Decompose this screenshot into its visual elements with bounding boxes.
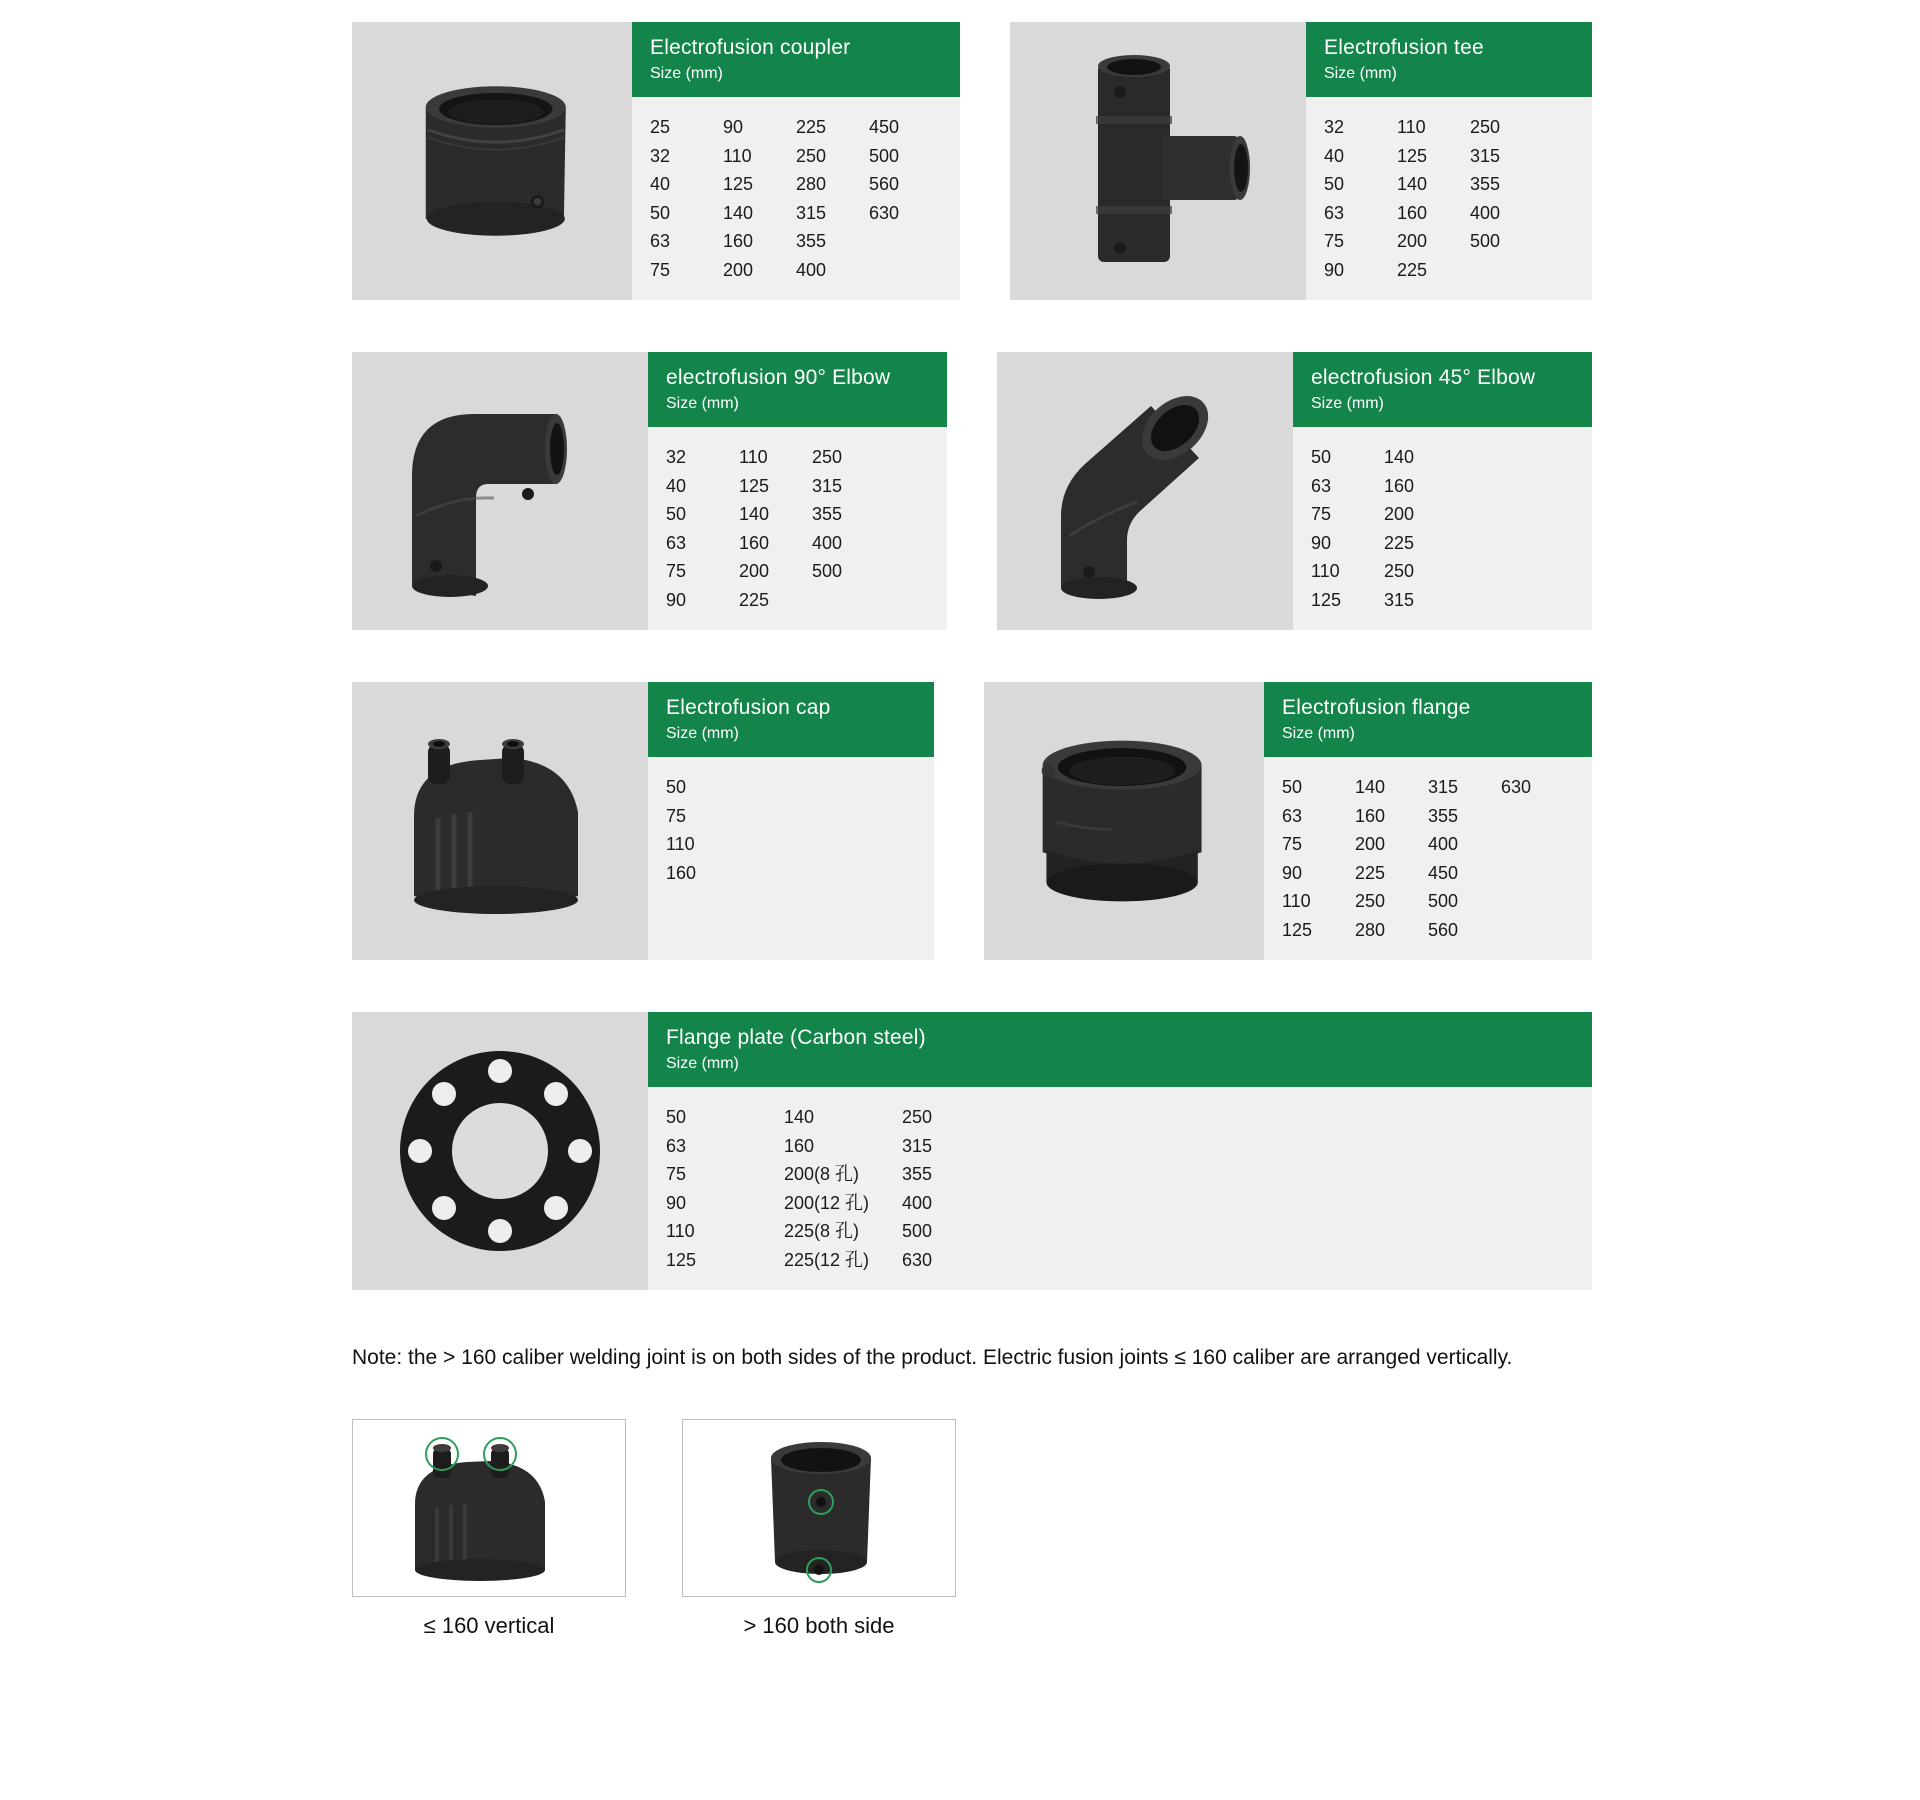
card-header: [1306, 22, 1592, 97]
size-cell: 90: [1324, 259, 1345, 280]
table-row: [650, 113, 942, 142]
product-title: Electrofusion tee: [1324, 36, 1484, 59]
size-cell: 160: [1384, 475, 1415, 496]
table-row: [666, 472, 929, 501]
table-row: [666, 773, 916, 802]
size-cell: 50: [1311, 447, 1332, 467]
cap-vertical-terminals-photo: [352, 1419, 626, 1597]
size-cell: 280: [1355, 919, 1386, 940]
size-cell: 200: [723, 259, 754, 280]
size-cell: 75: [666, 805, 687, 826]
size-cell: [1501, 859, 1574, 888]
size-cell: [1501, 887, 1574, 916]
product-title: electrofusion 45° Elbow: [1311, 366, 1536, 389]
size-cell: 200: [1397, 231, 1428, 251]
size-cell: 315: [1470, 145, 1501, 166]
flange-illustration: [984, 696, 1264, 946]
size-table: [1264, 757, 1592, 960]
size-cell: 140: [1384, 447, 1415, 467]
coupler-both-side-terminals-photo: [682, 1419, 956, 1597]
electrofusion-tee-photo: [1010, 22, 1306, 300]
product-title: Flange plate (Carbon steel): [666, 1026, 926, 1049]
size-cell: 225: [1355, 862, 1386, 883]
size-table: [632, 97, 960, 300]
table-row: [1324, 170, 1574, 199]
size-cell: 315: [796, 202, 827, 223]
table-row: [666, 529, 929, 558]
size-cell: 315: [1428, 777, 1459, 797]
table-row: [1311, 443, 1574, 472]
product-grid: [352, 22, 1592, 1290]
size-cell: 450: [869, 117, 900, 137]
card-header: [648, 352, 947, 427]
product-title: Electrofusion coupler: [650, 36, 851, 59]
size-cell: 355: [1470, 174, 1501, 194]
product-card-electrofusion-coupler: [352, 22, 960, 300]
size-cell: 400: [902, 1192, 933, 1213]
size-cell: [1501, 830, 1574, 859]
size-cell: 200: [739, 561, 770, 581]
size-cell: [1501, 802, 1574, 831]
size-cell: 500: [1428, 891, 1459, 911]
table-row: [666, 500, 929, 529]
size-table: [1293, 427, 1592, 630]
product-subtitle: Size (mm): [650, 65, 723, 82]
size-cell: 160: [1397, 202, 1428, 223]
product-subtitle: Size (mm): [666, 725, 739, 742]
size-cell: 125: [739, 475, 770, 496]
table-row: [1311, 529, 1574, 558]
card-header: [648, 682, 934, 757]
table-row: [666, 443, 929, 472]
size-table: [648, 757, 934, 960]
size-cell: 63: [1311, 475, 1332, 496]
size-cell: 140: [723, 202, 754, 223]
size-cell: 225(12 孔): [784, 1249, 870, 1270]
size-cell: 560: [1428, 919, 1459, 940]
size-cell: 355: [796, 231, 827, 251]
table-row: [650, 142, 942, 171]
size-cell: 90: [1311, 532, 1332, 553]
size-cell: 125: [666, 1249, 697, 1270]
size-cell: 125: [1311, 589, 1342, 610]
note-text: Note: the > 160 caliber welding joint is on both sides of the product. Electric fusion joints ≤ 160 caliber are arranged vertically.: [352, 1346, 1513, 1369]
card-body: [1264, 682, 1592, 960]
size-cell: 140: [784, 1107, 815, 1127]
product-subtitle: Size (mm): [1324, 65, 1397, 82]
table-row: [666, 557, 929, 586]
table-row: [1282, 773, 1574, 802]
size-cell: 160: [739, 532, 770, 553]
size-cell: 500: [902, 1221, 933, 1241]
size-cell: 140: [1355, 777, 1386, 797]
size-cell: 110: [1397, 117, 1426, 137]
size-cell: 225: [739, 589, 770, 610]
size-cell: 75: [666, 1164, 687, 1184]
table-row: [666, 1132, 1574, 1161]
size-cell: 315: [812, 475, 843, 496]
card-body: [648, 682, 934, 960]
size-cell: 75: [1282, 834, 1303, 854]
coupler-both-side-illustration: [683, 1420, 955, 1596]
size-cell: 75: [1311, 504, 1332, 524]
product-title: Electrofusion cap: [666, 696, 831, 719]
example-both-side: [682, 1419, 956, 1641]
table-row: [1282, 802, 1574, 831]
size-cell: 110: [1282, 891, 1311, 911]
card-body: [632, 22, 960, 300]
size-cell: 110: [666, 834, 695, 854]
card-header: [632, 22, 960, 97]
table-row: [1324, 113, 1574, 142]
table-row: [1311, 557, 1574, 586]
product-row: [352, 352, 1592, 630]
size-cell: 355: [902, 1164, 933, 1184]
size-cell: 250: [796, 145, 827, 166]
size-cell: 315: [1384, 589, 1415, 610]
electrofusion-coupler-photo: [352, 22, 632, 300]
product-subtitle: Size (mm): [666, 1055, 739, 1072]
size-cell: 500: [869, 145, 900, 166]
size-cell: 40: [666, 475, 687, 496]
size-cell: 90: [666, 1192, 687, 1213]
card-body: [648, 1012, 1592, 1290]
size-cell: 200: [1355, 834, 1386, 854]
size-cell: 125: [723, 174, 754, 194]
electrofusion-cap-photo: [352, 682, 648, 960]
table-row: [650, 170, 942, 199]
table-row: [666, 1160, 1574, 1189]
example-images: [352, 1419, 1920, 1641]
table-row: [666, 859, 916, 888]
size-cell: 560: [869, 174, 900, 194]
tee-illustration: [1010, 36, 1306, 286]
example-caption: > 160 both side: [743, 1613, 895, 1638]
size-cell: 630: [902, 1249, 933, 1270]
size-cell: 32: [650, 145, 671, 166]
product-card-electrofusion-90-elbow: [352, 352, 947, 630]
product-subtitle: Size (mm): [666, 395, 739, 412]
table-row: [650, 199, 942, 228]
table-row: [666, 1103, 1574, 1132]
cap-illustration: [352, 696, 648, 946]
size-cell: 75: [650, 259, 671, 280]
card-header: [1293, 352, 1592, 427]
size-cell: 63: [650, 231, 671, 251]
table-row: [1311, 500, 1574, 529]
coupler-illustration: [352, 36, 632, 286]
size-cell: 140: [1397, 174, 1428, 194]
size-cell: 160: [784, 1135, 815, 1156]
size-cell: 75: [1324, 231, 1345, 251]
size-cell: 225: [1384, 532, 1415, 553]
table-row: [1324, 227, 1574, 256]
table-row: [666, 586, 929, 615]
electrofusion-45-elbow-photo: [997, 352, 1293, 630]
size-cell: 125: [1397, 145, 1428, 166]
size-cell: 125: [1282, 919, 1313, 940]
size-cell: 110: [723, 145, 752, 166]
size-cell: 225(8 孔): [784, 1221, 860, 1241]
size-cell: 400: [1428, 834, 1459, 854]
table-row: [666, 802, 916, 831]
size-table: [648, 427, 947, 630]
table-row: [650, 227, 942, 256]
product-subtitle: Size (mm): [1311, 395, 1384, 412]
size-cell: 250: [902, 1107, 933, 1127]
size-table: [1306, 97, 1592, 300]
size-cell: 200(12 孔): [784, 1192, 870, 1213]
size-cell: 500: [812, 561, 843, 581]
table-row: [666, 1246, 1574, 1275]
size-cell: 160: [666, 862, 697, 883]
size-cell: 40: [650, 174, 671, 194]
card-body: [648, 352, 947, 630]
table-row: [1311, 586, 1574, 615]
size-cell: 450: [1428, 862, 1459, 883]
size-cell: 50: [1324, 174, 1345, 194]
size-cell: 50: [666, 1107, 687, 1127]
elbow-45-illustration: [997, 366, 1293, 616]
product-card-electrofusion-flange: [984, 682, 1592, 960]
electrofusion-flange-photo: [984, 682, 1264, 960]
cap-vertical-illustration: [353, 1420, 625, 1596]
product-row: [352, 22, 1592, 300]
size-cell: 110: [666, 1221, 695, 1241]
product-row: [352, 1012, 1592, 1290]
size-cell: 160: [1355, 805, 1386, 826]
size-cell: 355: [812, 504, 843, 524]
size-cell: 50: [650, 202, 671, 223]
size-cell: 90: [723, 117, 744, 137]
card-body: [1293, 352, 1592, 630]
table-row: [1282, 916, 1574, 945]
flange-plate-photo: [352, 1012, 648, 1290]
size-cell: 32: [1324, 117, 1345, 137]
size-cell: 50: [666, 504, 687, 524]
table-row: [1324, 142, 1574, 171]
size-cell: 32: [666, 447, 687, 467]
table-row: [1324, 199, 1574, 228]
size-cell: 75: [666, 561, 687, 581]
size-cell: 400: [812, 532, 843, 553]
card-header: [648, 1012, 1592, 1087]
size-cell: 90: [666, 589, 687, 610]
size-cell: 110: [1311, 561, 1340, 581]
size-cell: 315: [902, 1135, 933, 1156]
size-cell: 200(8 孔): [784, 1164, 860, 1184]
size-cell: 225: [1397, 259, 1428, 280]
size-cell: 250: [1470, 117, 1501, 137]
product-card-electrofusion-tee: [1010, 22, 1592, 300]
size-cell: 400: [796, 259, 827, 280]
size-cell: 250: [1355, 891, 1386, 911]
product-card-electrofusion-45-elbow: [997, 352, 1592, 630]
table-row: [666, 1217, 1574, 1246]
size-cell: 25: [650, 117, 671, 137]
example-caption: ≤ 160 vertical: [423, 1613, 555, 1638]
size-cell: 630: [1501, 777, 1532, 797]
size-cell: 200: [1384, 504, 1415, 524]
size-cell: 90: [1282, 862, 1303, 883]
table-row: [1311, 472, 1574, 501]
size-cell: 50: [1282, 777, 1303, 797]
table-row: [650, 256, 942, 285]
elbow-90-illustration: [352, 366, 648, 616]
size-cell: 225: [796, 117, 827, 137]
flange-plate-illustration: [352, 1026, 648, 1276]
size-cell: 40: [1324, 145, 1345, 166]
example-vertical: [352, 1419, 626, 1641]
electrofusion-90-elbow-photo: [352, 352, 648, 630]
product-title: electrofusion 90° Elbow: [666, 366, 891, 389]
size-cell: 355: [1428, 805, 1459, 826]
size-cell: 110: [739, 447, 768, 467]
size-cell: [1501, 916, 1574, 945]
table-row: [1324, 256, 1574, 285]
size-cell: 250: [812, 447, 843, 467]
card-body: [1306, 22, 1592, 300]
card-header: [1264, 682, 1592, 757]
size-cell: 63: [1282, 805, 1303, 826]
size-cell: 160: [723, 231, 754, 251]
size-cell: 63: [1324, 202, 1345, 223]
product-card-electrofusion-cap: [352, 682, 934, 960]
size-cell: 630: [869, 202, 900, 223]
size-cell: 63: [666, 532, 687, 553]
table-row: [1282, 887, 1574, 916]
size-cell: 50: [666, 777, 687, 797]
size-table: [648, 1087, 1592, 1290]
size-cell: 250: [1384, 561, 1415, 581]
size-cell: 280: [796, 174, 827, 194]
size-cell: 140: [739, 504, 770, 524]
product-row: [352, 682, 1592, 960]
table-row: [666, 830, 916, 859]
size-cell: 63: [666, 1135, 687, 1156]
size-cell: 500: [1470, 231, 1501, 251]
product-card-flange-plate: [352, 1012, 1592, 1290]
size-cell: 400: [1470, 202, 1501, 223]
product-title: Electrofusion flange: [1282, 696, 1471, 719]
table-row: [1282, 859, 1574, 888]
table-row: [666, 1189, 1574, 1218]
product-subtitle: Size (mm): [1282, 725, 1355, 742]
table-row: [1282, 830, 1574, 859]
